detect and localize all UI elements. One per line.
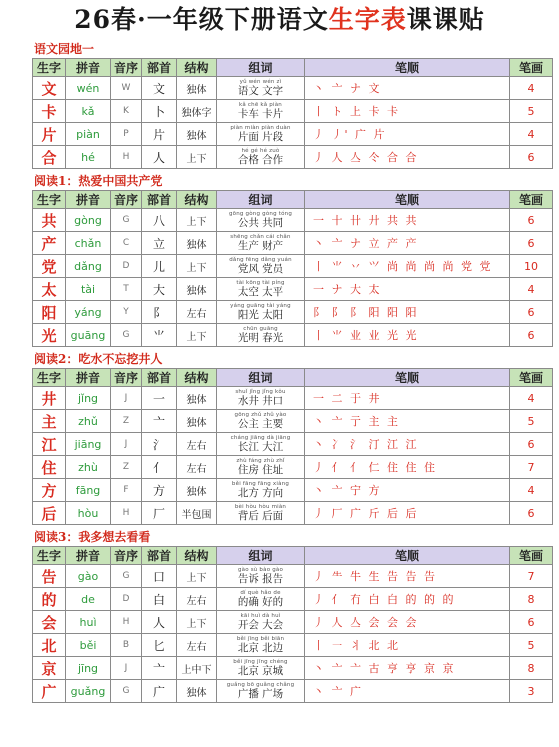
pinyin-cell: hé [66, 146, 111, 169]
words-pinyin: hé gé hé zuò [241, 147, 280, 154]
pinyin-cell: jiāng [66, 433, 111, 456]
stroke-count-cell: 6 [510, 146, 553, 169]
words-cell [217, 565, 305, 588]
header-seq: 音序 [111, 547, 142, 565]
header-order: 笔顺 [305, 547, 510, 565]
words-text: 光明 春光 [237, 332, 284, 344]
page-title [0, 0, 559, 40]
words-text: 太空 太平 [237, 286, 284, 298]
header-words: 组词 [217, 59, 305, 77]
words-text: 水井 井口 [237, 395, 284, 407]
words-pinyin: běi fāng fāng xiàng [231, 480, 290, 487]
words-text: 的确 好的 [237, 596, 284, 608]
sequence-letter-cell: H [111, 502, 142, 525]
stroke-count-cell: 8 [510, 588, 553, 611]
header-count: 笔画 [510, 369, 553, 387]
words-text: 广播 广场 [237, 688, 284, 700]
radical-cell: 片 [142, 123, 177, 146]
header-radical: 部首 [142, 59, 177, 77]
words-text: 片面 片段 [237, 131, 284, 143]
pinyin-cell: gào [66, 565, 111, 588]
structure-cell: 上下 [177, 146, 217, 169]
stroke-order-cell: 丿 厂 广 斤 后 后 [305, 502, 510, 525]
pinyin-cell: guǎng [66, 680, 111, 703]
sequence-letter-cell: H [111, 611, 142, 634]
words-pinyin: dǎng fēng dǎng yuán [229, 256, 292, 263]
radical-cell: 广 [142, 680, 177, 703]
stroke-order-cell: 丶 亠 ナ 文 [305, 77, 510, 100]
header-pinyin: 拼音 [66, 547, 111, 565]
pinyin-cell: yáng [66, 301, 111, 324]
radical-cell: 人 [142, 146, 177, 169]
character-cell: 太 [33, 278, 66, 301]
pinyin-cell: zhǔ [66, 410, 111, 433]
radical-cell: ⺌ [142, 324, 177, 347]
character-cell: 卡 [33, 100, 66, 123]
pinyin-cell: de [66, 588, 111, 611]
stroke-count-cell: 3 [510, 680, 553, 703]
words-cell [217, 77, 305, 100]
structure-cell: 独体 [177, 680, 217, 703]
character-cell: 北 [33, 634, 66, 657]
words-cell [217, 588, 305, 611]
radical-cell: 一 [142, 387, 177, 410]
stroke-count-cell: 6 [510, 611, 553, 634]
radical-cell: 八 [142, 209, 177, 232]
character-table [32, 546, 553, 703]
pinyin-cell: kǎ [66, 100, 111, 123]
words-pinyin: gōng zhǔ zhǔ yào [234, 411, 287, 418]
pinyin-cell: chǎn [66, 232, 111, 255]
words-pinyin: cháng jiāng dà jiāng [230, 434, 291, 441]
character-cell: 片 [33, 123, 66, 146]
header-count: 笔画 [510, 59, 553, 77]
sequence-letter-cell: B [111, 634, 142, 657]
pinyin-cell: hòu [66, 502, 111, 525]
section-title: 语文园地一 [34, 42, 95, 56]
stroke-count-cell: 5 [510, 100, 553, 123]
table-row [33, 479, 553, 502]
stroke-order-cell: 丿 亻 亻 仁 住 住 住 [305, 456, 510, 479]
words-text: 北方 方向 [237, 487, 284, 499]
words-pinyin: kǎ chē kǎ piàn [239, 101, 282, 108]
words-pinyin: běi jīng běi biān [236, 635, 285, 642]
sequence-letter-cell: Z [111, 410, 142, 433]
stroke-count-cell: 7 [510, 456, 553, 479]
pinyin-cell: tài [66, 278, 111, 301]
sequence-letter-cell: C [111, 232, 142, 255]
stroke-order-cell: 丶 亠 亍 主 主 [305, 410, 510, 433]
table-row [33, 657, 553, 680]
character-cell: 共 [33, 209, 66, 232]
character-cell: 告 [33, 565, 66, 588]
stroke-count-cell: 4 [510, 77, 553, 100]
pinyin-cell: běi [66, 634, 111, 657]
radical-cell: 立 [142, 232, 177, 255]
words-cell [217, 301, 305, 324]
table-row [33, 634, 553, 657]
words-pinyin: shuǐ jǐng jǐng kǒu [235, 388, 286, 395]
character-cell: 会 [33, 611, 66, 634]
sequence-letter-cell: H [111, 146, 142, 169]
words-text: 公主 主要 [237, 418, 284, 430]
sequence-letter-cell: Z [111, 456, 142, 479]
stroke-order-cell: 丶 冫 氵 汀 江 江 [305, 433, 510, 456]
table-header-row [33, 191, 553, 209]
words-cell [217, 502, 305, 525]
radical-cell: 厂 [142, 502, 177, 525]
stroke-order-cell: 丶 亠 ナ 立 产 产 [305, 232, 510, 255]
table-row [33, 77, 553, 100]
header-order: 笔顺 [305, 59, 510, 77]
table-row [33, 387, 553, 410]
header-char: 生字 [33, 59, 66, 77]
structure-cell: 左右 [177, 301, 217, 324]
stroke-order-cell: 丶 亠 亠 古 亨 亨 京 京 [305, 657, 510, 680]
character-cell: 光 [33, 324, 66, 347]
sequence-letter-cell: G [111, 209, 142, 232]
stroke-order-cell: 丿 人 亼 仒 合 合 [305, 146, 510, 169]
structure-cell: 半包围 [177, 502, 217, 525]
header-count: 笔画 [510, 191, 553, 209]
header-pinyin: 拼音 [66, 59, 111, 77]
table-row [33, 100, 553, 123]
structure-cell: 左右 [177, 634, 217, 657]
header-seq: 音序 [111, 59, 142, 77]
table-row [33, 588, 553, 611]
table-row [33, 301, 553, 324]
words-cell [217, 232, 305, 255]
structure-cell: 上中下 [177, 657, 217, 680]
header-structure: 结构 [177, 191, 217, 209]
words-text: 背后 后面 [237, 510, 284, 522]
stroke-count-cell: 6 [510, 324, 553, 347]
structure-cell: 上下 [177, 255, 217, 278]
header-char: 生字 [33, 369, 66, 387]
stroke-count-cell: 4 [510, 278, 553, 301]
title-suffix: 课课贴 [406, 5, 485, 34]
table-row [33, 502, 553, 525]
header-radical: 部首 [142, 547, 177, 565]
sequence-letter-cell: J [111, 387, 142, 410]
stroke-order-cell: 丨 ト 上 卡 卡 [305, 100, 510, 123]
sections-container [0, 40, 559, 703]
stroke-order-cell: 丶 亠 广 [305, 680, 510, 703]
words-pinyin: tài kōng tài píng [236, 279, 285, 286]
stroke-count-cell: 4 [510, 123, 553, 146]
radical-cell: 文 [142, 77, 177, 100]
pinyin-cell: fāng [66, 479, 111, 502]
stroke-order-cell: 丿 ⺧ 牛 生 告 告 告 [305, 565, 510, 588]
words-cell [217, 410, 305, 433]
words-cell [217, 100, 305, 123]
words-pinyin: běi jīng jīng chéng [233, 658, 288, 665]
words-cell [217, 657, 305, 680]
character-cell: 井 [33, 387, 66, 410]
sequence-letter-cell: J [111, 657, 142, 680]
words-text: 北京 京城 [237, 665, 284, 677]
stroke-count-cell: 7 [510, 565, 553, 588]
header-char: 生字 [33, 191, 66, 209]
radical-cell: 方 [142, 479, 177, 502]
sequence-letter-cell: Y [111, 301, 142, 324]
stroke-count-cell: 10 [510, 255, 553, 278]
section [0, 172, 559, 347]
table-row [33, 232, 553, 255]
sequence-letter-cell: K [111, 100, 142, 123]
words-text: 党风 党员 [237, 263, 284, 275]
words-cell [217, 456, 305, 479]
structure-cell: 独体 [177, 77, 217, 100]
character-cell: 党 [33, 255, 66, 278]
character-cell: 京 [33, 657, 66, 680]
table-row [33, 255, 553, 278]
radical-cell: 儿 [142, 255, 177, 278]
character-cell: 后 [33, 502, 66, 525]
words-pinyin: zhù fáng zhù zhǐ [236, 457, 285, 464]
words-text: 卡车 卡片 [237, 108, 284, 120]
words-text: 开会 大会 [237, 619, 284, 631]
stroke-count-cell: 6 [510, 433, 553, 456]
table-row [33, 456, 553, 479]
words-text: 语文 文字 [237, 85, 284, 97]
stroke-count-cell: 5 [510, 410, 553, 433]
table-header-row [33, 369, 553, 387]
structure-cell: 独体 [177, 278, 217, 301]
sequence-letter-cell: T [111, 278, 142, 301]
words-pinyin: yáng guāng tài yáng [230, 302, 291, 309]
words-text: 长江 大江 [237, 441, 284, 453]
header-structure: 结构 [177, 59, 217, 77]
stroke-order-cell: 阝 阝 阝 阳 阳 阳 [305, 301, 510, 324]
words-pinyin: dí què hǎo de [240, 589, 281, 596]
structure-cell: 左右 [177, 456, 217, 479]
stroke-order-cell: 丿 人 亼 会 会 会 [305, 611, 510, 634]
header-order: 笔顺 [305, 191, 510, 209]
section [0, 40, 559, 169]
character-cell: 产 [33, 232, 66, 255]
structure-cell: 独体 [177, 123, 217, 146]
sequence-letter-cell: G [111, 324, 142, 347]
sequence-letter-cell: G [111, 565, 142, 588]
structure-cell: 上下 [177, 324, 217, 347]
words-cell [217, 387, 305, 410]
structure-cell: 独体 [177, 232, 217, 255]
header-words: 组词 [217, 547, 305, 565]
table-row [33, 433, 553, 456]
header-structure: 结构 [177, 369, 217, 387]
title-highlight: 生字表 [328, 5, 407, 34]
header-seq: 音序 [111, 369, 142, 387]
section-title: 阅读2：吃水不忘挖井人 [34, 352, 163, 366]
character-cell: 的 [33, 588, 66, 611]
pinyin-cell: huì [66, 611, 111, 634]
words-pinyin: guǎng bō guǎng chǎng [226, 681, 295, 688]
words-cell [217, 278, 305, 301]
sequence-letter-cell: P [111, 123, 142, 146]
header-pinyin: 拼音 [66, 191, 111, 209]
words-cell [217, 255, 305, 278]
table-row [33, 565, 553, 588]
table-row [33, 123, 553, 146]
words-cell [217, 680, 305, 703]
structure-cell: 左右 [177, 588, 217, 611]
stroke-count-cell: 4 [510, 479, 553, 502]
radical-cell: 阝 [142, 301, 177, 324]
words-text: 合格 合作 [237, 154, 284, 166]
words-cell [217, 611, 305, 634]
words-text: 北京 北边 [237, 642, 284, 654]
pinyin-cell: zhù [66, 456, 111, 479]
header-pinyin: 拼音 [66, 369, 111, 387]
sequence-letter-cell: G [111, 680, 142, 703]
words-pinyin: shēng chǎn cái chǎn [230, 233, 291, 240]
pinyin-cell: jīng [66, 657, 111, 680]
table-header-row [33, 59, 553, 77]
words-cell [217, 324, 305, 347]
radical-cell: 口 [142, 565, 177, 588]
title-prefix: 26春·一年级下册语文 [74, 5, 329, 34]
header-words: 组词 [217, 191, 305, 209]
table-row [33, 611, 553, 634]
structure-cell: 上下 [177, 611, 217, 634]
header-words: 组词 [217, 369, 305, 387]
table-row [33, 680, 553, 703]
radical-cell: 白 [142, 588, 177, 611]
words-cell [217, 123, 305, 146]
table-row [33, 324, 553, 347]
pinyin-cell: dǎng [66, 255, 111, 278]
stroke-count-cell: 6 [510, 502, 553, 525]
stroke-count-cell: 5 [510, 634, 553, 657]
structure-cell: 上下 [177, 209, 217, 232]
character-table [32, 58, 553, 169]
radical-cell: 氵 [142, 433, 177, 456]
stroke-order-cell: 丨 ㇐ 丬 北 北 [305, 634, 510, 657]
pinyin-cell: piàn [66, 123, 111, 146]
pinyin-cell: gòng [66, 209, 111, 232]
stroke-count-cell: 6 [510, 301, 553, 324]
words-cell [217, 146, 305, 169]
stroke-count-cell: 6 [510, 209, 553, 232]
structure-cell: 上下 [177, 565, 217, 588]
words-pinyin: gōng gòng gòng tóng [228, 210, 293, 217]
character-cell: 方 [33, 479, 66, 502]
radical-cell: 亠 [142, 410, 177, 433]
character-cell: 阳 [33, 301, 66, 324]
stroke-order-cell: 一 ナ 大 太 [305, 278, 510, 301]
sequence-letter-cell: W [111, 77, 142, 100]
words-cell [217, 479, 305, 502]
character-cell: 广 [33, 680, 66, 703]
sequence-letter-cell: D [111, 588, 142, 611]
stroke-order-cell: 一 二 于 井 [305, 387, 510, 410]
words-pinyin: gào sù bào gào [237, 566, 284, 573]
words-text: 告诉 报告 [237, 573, 284, 585]
header-order: 笔顺 [305, 369, 510, 387]
stroke-count-cell: 4 [510, 387, 553, 410]
structure-cell: 独体字 [177, 100, 217, 123]
stroke-order-cell: 丿 亻 冇 白 白 的 的 的 [305, 588, 510, 611]
character-cell: 住 [33, 456, 66, 479]
table-row [33, 209, 553, 232]
stroke-order-cell: 一 十 卄 廾 共 共 [305, 209, 510, 232]
words-pinyin: chūn guāng [243, 325, 278, 332]
words-pinyin: piàn miàn piàn duàn [230, 124, 291, 131]
radical-cell: 卜 [142, 100, 177, 123]
character-table [32, 190, 553, 347]
words-cell [217, 433, 305, 456]
words-cell [217, 634, 305, 657]
table-row [33, 278, 553, 301]
stroke-count-cell: 6 [510, 232, 553, 255]
stroke-order-cell: 丨 ⺌ 业 业 光 光 [305, 324, 510, 347]
sequence-letter-cell: F [111, 479, 142, 502]
character-cell: 文 [33, 77, 66, 100]
table-header-row [33, 547, 553, 565]
structure-cell: 独体 [177, 410, 217, 433]
structure-cell: 左右 [177, 433, 217, 456]
header-radical: 部首 [142, 191, 177, 209]
pinyin-cell: jǐng [66, 387, 111, 410]
character-table [32, 368, 553, 525]
stroke-order-cell: 丿 丿' 广 片 [305, 123, 510, 146]
header-radical: 部首 [142, 369, 177, 387]
sequence-letter-cell: J [111, 433, 142, 456]
words-cell [217, 209, 305, 232]
character-cell: 江 [33, 433, 66, 456]
section [0, 528, 559, 703]
section [0, 350, 559, 525]
radical-cell: 亻 [142, 456, 177, 479]
header-structure: 结构 [177, 547, 217, 565]
table-row [33, 410, 553, 433]
stroke-count-cell: 8 [510, 657, 553, 680]
words-text: 阳光 太阳 [237, 309, 284, 321]
header-char: 生字 [33, 547, 66, 565]
words-pinyin: kāi huì dà huì [240, 612, 281, 619]
stroke-order-cell: 丶 亠 宁 方 [305, 479, 510, 502]
pinyin-cell: wén [66, 77, 111, 100]
structure-cell: 独体 [177, 387, 217, 410]
section-title: 阅读1：热爱中国共产党 [34, 174, 163, 188]
pinyin-cell: guāng [66, 324, 111, 347]
character-cell: 主 [33, 410, 66, 433]
header-count: 笔画 [510, 547, 553, 565]
header-seq: 音序 [111, 191, 142, 209]
character-cell: 合 [33, 146, 66, 169]
words-text: 住房 住址 [237, 464, 284, 476]
radical-cell: 匕 [142, 634, 177, 657]
words-pinyin: bèi hòu hòu miàn [234, 503, 287, 510]
table-row [33, 146, 553, 169]
stroke-order-cell: 丨 ⺌ 丷 ⺍ 尚 尚 尚 尚 党 党 [305, 255, 510, 278]
structure-cell: 独体 [177, 479, 217, 502]
section-title: 阅读3：我多想去看看 [34, 530, 151, 544]
radical-cell: 亠 [142, 657, 177, 680]
words-text: 公共 共同 [237, 217, 284, 229]
words-pinyin: yǔ wén wén zì [239, 78, 282, 85]
radical-cell: 大 [142, 278, 177, 301]
radical-cell: 人 [142, 611, 177, 634]
words-text: 生产 财产 [237, 240, 284, 252]
sequence-letter-cell: D [111, 255, 142, 278]
